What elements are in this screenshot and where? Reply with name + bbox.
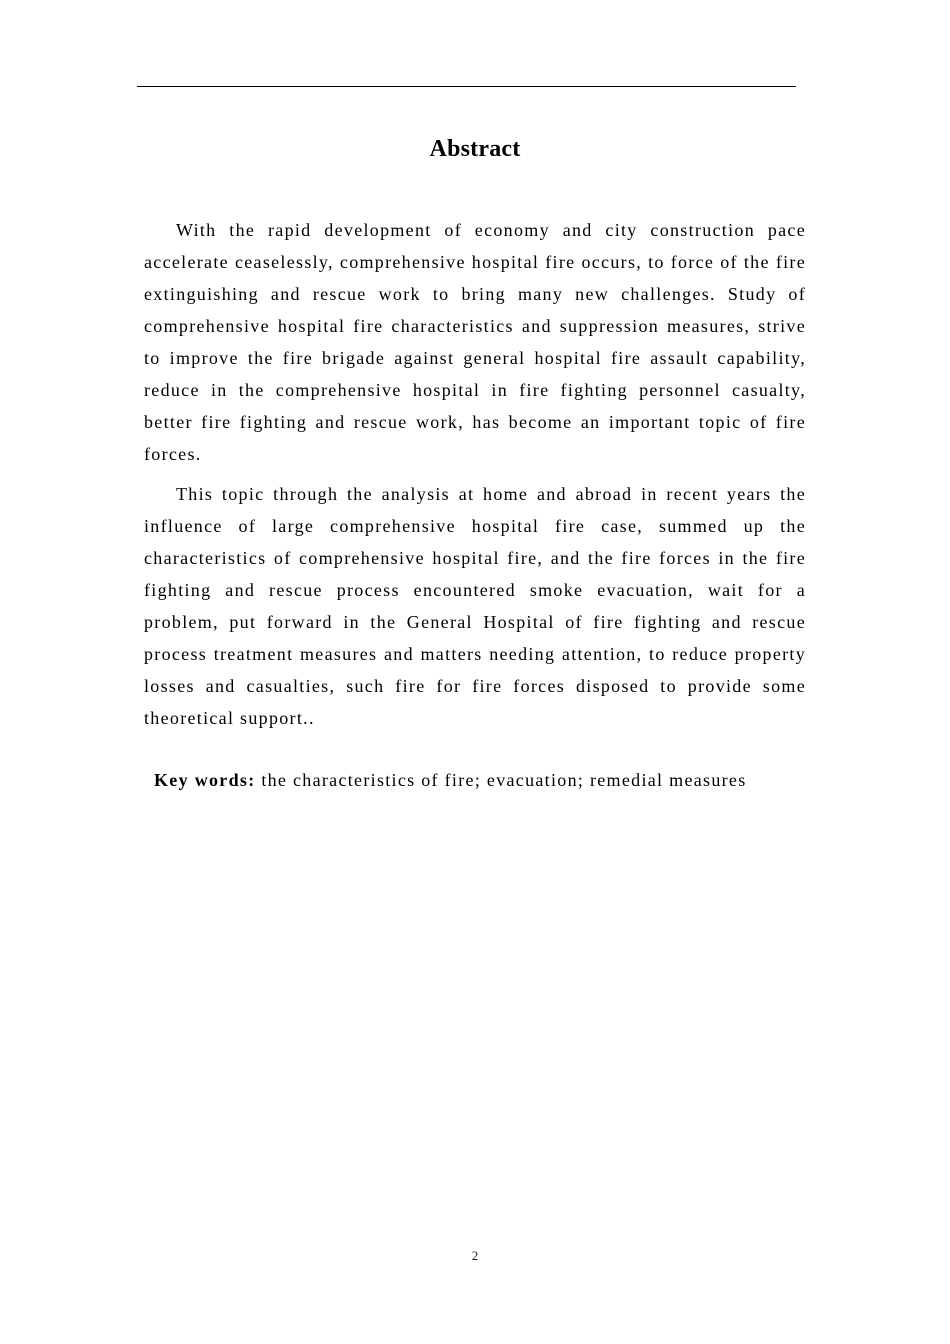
abstract-body bbox=[144, 214, 806, 742]
header-rule bbox=[137, 86, 796, 87]
abstract-paragraph-1: With the rapid development of economy and city construction pace accelerate ceaselessly, comprehensive hospital fire occurs, to force of the fire extinguishing and rescue work to bring many new challenges. Study of comprehensive hospital fire characteristics and suppression measures, strive to improve the fire brigade against general hospital fire assault capability, reduce in the comprehensive hospital in fire fighting personnel casualty, better fire fighting and rescue work, has become an important topic of fire forces. bbox=[144, 220, 806, 464]
page-number: 2 bbox=[471, 1248, 479, 1263]
keywords-label: Key words: bbox=[154, 770, 256, 790]
abstract-paragraph-2: This topic through the analysis at home and abroad in recent years the influence of large comprehensive hospital fire case, summed up the characteristics of comprehensive hospital fire, and the fire forces in the fire fighting and rescue process encountered smoke evacuation, wait for a problem, put forward in the General Hospital of fire fighting and rescue process treatment measures and matters needing attention, to reduce property losses and casualties, such fire for fire forces disposed to provide some theoretical support.. bbox=[144, 484, 806, 728]
keywords-text: the characteristics of fire; evacuation; remedial measures bbox=[261, 770, 747, 790]
page-title: Abstract bbox=[429, 136, 521, 162]
keywords-line bbox=[154, 765, 747, 795]
